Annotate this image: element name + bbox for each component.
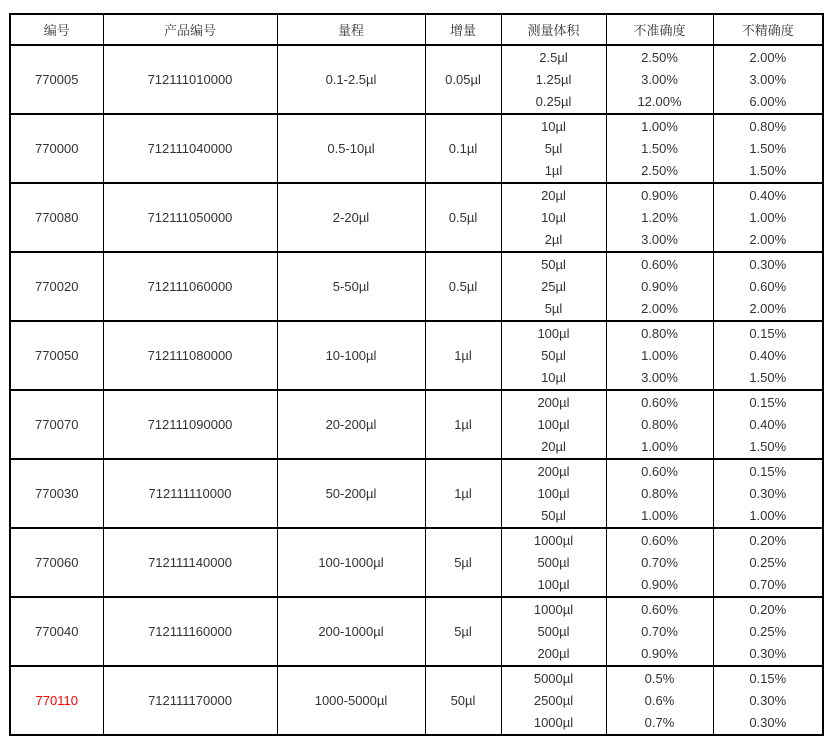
sub-value: 100µl	[537, 416, 570, 432]
sub-value: 0.25µl	[535, 93, 572, 109]
sub-value: 0.15%	[749, 394, 787, 410]
increment-cell: 5µl	[425, 528, 501, 597]
sub-value: 0.7%	[644, 714, 675, 730]
sub-value: 2.5µl	[539, 49, 568, 65]
range-cell: 1000-5000µl	[277, 666, 425, 735]
sub-value: 2.00%	[641, 300, 678, 316]
sub-value: 0.5%	[644, 670, 675, 686]
increment-cell: 50µl	[425, 666, 501, 735]
sub-value: 1.00%	[641, 347, 678, 363]
sub-value: 5µl	[544, 300, 563, 316]
sub-value: 2.00%	[749, 300, 787, 316]
product-code-cell: 712111140000	[103, 528, 277, 597]
sub-value: 200µl	[537, 394, 570, 410]
header-inaccuracy: 不准确度	[606, 14, 713, 45]
table-row	[10, 390, 823, 459]
sub-value: 0.60%	[641, 601, 678, 617]
sub-value: 0.70%	[749, 576, 787, 592]
sub-value: 3.00%	[641, 369, 678, 385]
sub-value: 1000µl	[533, 601, 574, 617]
sub-value: 5000µl	[533, 670, 574, 686]
range-cell: 10-100µl	[277, 321, 425, 390]
imprecision-cell	[713, 252, 823, 321]
sub-value: 20µl	[541, 438, 566, 454]
test-volume-cell	[501, 252, 606, 321]
header-order-code: 编号	[10, 14, 103, 45]
sub-value: 2500µl	[533, 692, 574, 708]
table-row	[10, 666, 823, 735]
range-cell: 100-1000µl	[277, 528, 425, 597]
order-code-cell: 770040	[10, 597, 103, 666]
imprecision-cell	[713, 45, 823, 114]
sub-value: 0.80%	[641, 485, 678, 501]
sub-value: 1.20%	[641, 209, 678, 225]
sub-value: 2.00%	[749, 49, 787, 65]
sub-value: 0.30%	[749, 692, 787, 708]
sub-value: 1.00%	[641, 118, 678, 134]
range-cell: 50-200µl	[277, 459, 425, 528]
sub-value: 3.00%	[641, 71, 678, 87]
sub-value: 0.80%	[749, 118, 787, 134]
table-row	[10, 183, 823, 252]
product-code-cell: 712111040000	[103, 114, 277, 183]
sub-value: 500µl	[537, 623, 570, 639]
inaccuracy-cell	[606, 45, 713, 114]
sub-value: 1.00%	[749, 507, 787, 523]
order-code-cell: 770030	[10, 459, 103, 528]
sub-value: 0.30%	[749, 485, 787, 501]
sub-value: 0.15%	[749, 670, 787, 686]
imprecision-cell	[713, 666, 823, 735]
sub-value: 3.00%	[641, 231, 678, 247]
range-cell: 5-50µl	[277, 252, 425, 321]
order-code-cell: 770060	[10, 528, 103, 597]
test-volume-cell	[501, 114, 606, 183]
sub-value: 0.20%	[749, 532, 787, 548]
imprecision-cell	[713, 183, 823, 252]
test-volume-cell	[501, 459, 606, 528]
table-row	[10, 321, 823, 390]
range-cell: 2-20µl	[277, 183, 425, 252]
increment-cell: 0.5µl	[425, 252, 501, 321]
order-code-cell: 770005	[10, 45, 103, 114]
imprecision-cell	[713, 321, 823, 390]
header-increment: 增量	[425, 14, 501, 45]
sub-value: 0.90%	[641, 187, 678, 203]
header-test-volume: 测量体积	[501, 14, 606, 45]
test-volume-cell	[501, 390, 606, 459]
sub-value: 0.80%	[641, 416, 678, 432]
imprecision-cell	[713, 459, 823, 528]
order-code-cell: 770050	[10, 321, 103, 390]
sub-value: 100µl	[537, 485, 570, 501]
sub-value: 0.30%	[749, 256, 787, 272]
product-code-cell: 712111160000	[103, 597, 277, 666]
increment-cell: 0.1µl	[425, 114, 501, 183]
sub-value: 0.15%	[749, 463, 787, 479]
sub-value: 1.50%	[641, 140, 678, 156]
sub-value: 100µl	[537, 325, 570, 341]
inaccuracy-cell	[606, 459, 713, 528]
sub-value: 10µl	[541, 209, 566, 225]
order-code-cell: 770110	[10, 666, 103, 735]
product-code-cell: 712111010000	[103, 45, 277, 114]
sub-value: 0.40%	[749, 187, 787, 203]
increment-cell: 1µl	[425, 459, 501, 528]
sub-value: 12.00%	[637, 93, 682, 109]
sub-value: 0.70%	[641, 623, 678, 639]
product-code-cell: 712111110000	[103, 459, 277, 528]
test-volume-cell	[501, 597, 606, 666]
sub-value: 1.50%	[749, 369, 787, 385]
sub-value: 20µl	[541, 187, 566, 203]
sub-value: 1.50%	[749, 438, 787, 454]
product-code-cell: 712111170000	[103, 666, 277, 735]
table-row	[10, 528, 823, 597]
sub-value: 50µl	[541, 507, 566, 523]
inaccuracy-cell	[606, 321, 713, 390]
inaccuracy-cell	[606, 252, 713, 321]
imprecision-cell	[713, 597, 823, 666]
pipette-spec-table	[9, 13, 824, 736]
increment-cell: 0.5µl	[425, 183, 501, 252]
sub-value: 0.90%	[641, 278, 678, 294]
test-volume-cell	[501, 666, 606, 735]
order-code-cell: 770000	[10, 114, 103, 183]
range-cell: 20-200µl	[277, 390, 425, 459]
test-volume-cell	[501, 183, 606, 252]
table-row	[10, 252, 823, 321]
sub-value: 0.20%	[749, 601, 787, 617]
product-code-cell: 712111050000	[103, 183, 277, 252]
sub-value: 0.15%	[749, 325, 787, 341]
sub-value: 2.50%	[641, 49, 678, 65]
header-range: 量程	[277, 14, 425, 45]
sub-value: 100µl	[537, 576, 570, 592]
inaccuracy-cell	[606, 666, 713, 735]
sub-value: 0.25%	[749, 623, 787, 639]
inaccuracy-cell	[606, 390, 713, 459]
sub-value: 0.90%	[641, 576, 678, 592]
product-code-cell: 712111080000	[103, 321, 277, 390]
product-code-cell: 712111090000	[103, 390, 277, 459]
sub-value: 6.00%	[749, 93, 787, 109]
order-code-cell: 770020	[10, 252, 103, 321]
sub-value: 1.00%	[749, 209, 787, 225]
sub-value: 1.00%	[641, 507, 678, 523]
range-cell: 200-1000µl	[277, 597, 425, 666]
sub-value: 0.90%	[641, 645, 678, 661]
sub-value: 500µl	[537, 554, 570, 570]
imprecision-cell	[713, 114, 823, 183]
order-code-cell: 770080	[10, 183, 103, 252]
sub-value: 0.30%	[749, 645, 787, 661]
sub-value: 0.40%	[749, 347, 787, 363]
sub-value: 2µl	[544, 231, 563, 247]
sub-value: 1µl	[544, 162, 563, 178]
sub-value: 50µl	[541, 347, 566, 363]
sub-value: 0.40%	[749, 416, 787, 432]
table-row	[10, 597, 823, 666]
sub-value: 0.30%	[749, 714, 787, 730]
sub-value: 1.50%	[749, 162, 787, 178]
sub-value: 0.60%	[641, 463, 678, 479]
sub-value: 1000µl	[533, 714, 574, 730]
table-row	[10, 114, 823, 183]
range-cell: 0.1-2.5µl	[277, 45, 425, 114]
order-code-cell: 770070	[10, 390, 103, 459]
header-imprecision: 不精确度	[713, 14, 823, 45]
test-volume-cell	[501, 528, 606, 597]
sub-value: 0.60%	[641, 532, 678, 548]
inaccuracy-cell	[606, 597, 713, 666]
table-row	[10, 45, 823, 114]
sub-value: 1.25µl	[535, 71, 572, 87]
product-code-cell: 712111060000	[103, 252, 277, 321]
sub-value: 5µl	[544, 140, 563, 156]
sub-value: 0.25%	[749, 554, 787, 570]
imprecision-cell	[713, 390, 823, 459]
sub-value: 0.70%	[641, 554, 678, 570]
increment-cell: 5µl	[425, 597, 501, 666]
inaccuracy-cell	[606, 183, 713, 252]
inaccuracy-cell	[606, 114, 713, 183]
sub-value: 0.6%	[644, 692, 675, 708]
sub-value: 0.80%	[641, 325, 678, 341]
sub-value: 50µl	[541, 256, 566, 272]
sub-value: 200µl	[537, 463, 570, 479]
sub-value: 0.60%	[641, 256, 678, 272]
sub-value: 10µl	[541, 369, 566, 385]
inaccuracy-cell	[606, 528, 713, 597]
sub-value: 10µl	[541, 118, 566, 134]
table-body	[10, 45, 823, 735]
sub-value: 1000µl	[533, 532, 574, 548]
test-volume-cell	[501, 321, 606, 390]
sub-value: 3.00%	[749, 71, 787, 87]
table-header	[10, 14, 823, 45]
sub-value: 200µl	[537, 645, 570, 661]
imprecision-cell	[713, 528, 823, 597]
increment-cell: 0.05µl	[425, 45, 501, 114]
table-row	[10, 459, 823, 528]
sub-value: 25µl	[541, 278, 566, 294]
sub-value: 0.60%	[749, 278, 787, 294]
sub-value: 1.00%	[641, 438, 678, 454]
range-cell: 0.5-10µl	[277, 114, 425, 183]
sub-value: 2.00%	[749, 231, 787, 247]
header-row	[10, 14, 823, 45]
sub-value: 0.60%	[641, 394, 678, 410]
increment-cell: 1µl	[425, 390, 501, 459]
sub-value: 1.50%	[749, 140, 787, 156]
test-volume-cell	[501, 45, 606, 114]
header-product-code: 产品编号	[103, 14, 277, 45]
increment-cell: 1µl	[425, 321, 501, 390]
sub-value: 2.50%	[641, 162, 678, 178]
